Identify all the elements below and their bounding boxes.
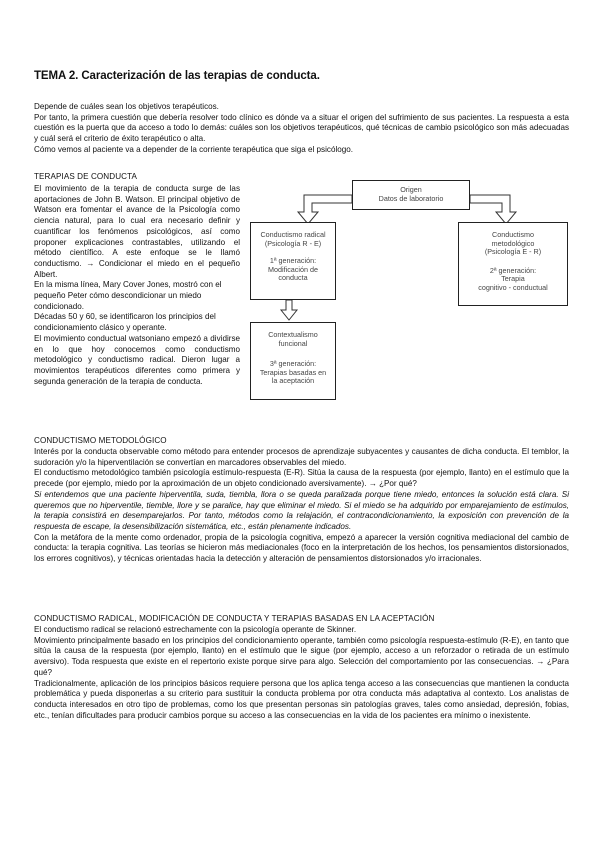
contextualismo-subtitle: funcional bbox=[278, 338, 308, 348]
segunda-gen-label: 2ª generación: bbox=[489, 265, 537, 275]
arrow-left bbox=[298, 195, 352, 224]
radical-text bbox=[34, 625, 569, 721]
paragraph: El conductismo radical se relacionó estrechamente con la psicología operante de Skinner. bbox=[34, 625, 357, 634]
radical-subtitle: (Psicología R - E) bbox=[264, 238, 322, 248]
radical-title: Conductismo radical bbox=[260, 230, 326, 239]
paragraph: Movimiento principalmente basado en los principios del condicionamiento operante, también como psicología respuesta-estímulo (R-E), en tanto que sitúa la causa de la respuesta (por ejemplo, llanto) en el estímulo que le sigue (por ejemplo, acceso a un reforzador o retirada de un estímulo aversivo). Toda respuesta que existe en el repertorio existe porque sirve para algo. Selección del comportamiento por las consecuencias. → ¿Para qué? bbox=[34, 635, 569, 677]
section-heading-radical: CONDUCTISMO RADICAL, MODIFICACIÓN DE CONDUCTA Y TERAPIAS BASADAS EN LA ACEPTACIÓN bbox=[34, 614, 435, 623]
paragraph: El movimiento de la terapia de conducta surge de las aportaciones de John B. Watson. El principal objetivo de Watson era fomentar el avance de la Psicología como ciencia natural, para lo cual era necesario definir y cuantificar los fenómenos psicológicos, así como proponer explicaciones contrastables, utilizando el método científico. A este enfoque se le llamó conductismo. → Condicionar el miedo en el pequeño Albert. bbox=[34, 184, 240, 279]
radical-box bbox=[250, 222, 336, 300]
segunda-gen-line: Terapia bbox=[501, 274, 525, 284]
origen-title: Origen bbox=[400, 185, 422, 194]
primera-gen-line: Modificación de bbox=[268, 264, 318, 274]
intro-line: Depende de cuáles sean los objetivos terapéuticos. bbox=[34, 102, 219, 111]
origen-subtitle: Datos de laboratorio bbox=[378, 193, 444, 203]
section-heading-terapias: TERAPIAS DE CONDUCTA bbox=[34, 172, 138, 181]
segunda-gen-line: cognitivo - conductual bbox=[478, 282, 548, 292]
paragraph: El movimiento conductual watsoniano empezó a dividirse en lo que hoy conocemos como conductismo metodológico y conductismo radical. Dieron lugar a movimientos terapéuticos diferentes como primera y segunda generación de la terapia de conducta. bbox=[34, 333, 240, 386]
tercera-gen-line: la aceptación bbox=[271, 376, 315, 386]
origen-box bbox=[352, 180, 470, 210]
contextualismo-title: Contextualismo bbox=[268, 330, 318, 339]
metodologico-line: metodológico bbox=[491, 238, 535, 248]
contextualismo-box bbox=[250, 322, 336, 400]
arrow-down bbox=[281, 300, 297, 320]
metodologico-text bbox=[34, 447, 569, 565]
intro-line: Por tanto, la primera cuestión que debería resolver todo clínico es dónde va a situar el origen del sufrimiento de sus pacientes. La respuesta a esta cuestión es la puerta que da acceso a todo lo demás: cuáles son los objetivos terapéuticos, qué técnicas de cambio psicológico son más adecuadas y cuál será el criterio de éxito terapéutico o alta. bbox=[34, 112, 569, 144]
paragraph: Interés por la conducta observable como método para entender procesos de aprendizaje subyacentes y causantes de dicha conducta. El temblor, la sudoración y/o la hiperventilación se convertían en marcadores observables del miedo. bbox=[34, 447, 569, 467]
intro-line: Cómo vemos al paciente va a depender de la corriente terapéutica que siga el psicólogo. bbox=[34, 144, 353, 154]
paragraph: En la misma línea, Mary Cover Jones, mostró con el pequeño Peter cómo descondicionar un miedo condicionado. bbox=[34, 280, 222, 311]
paragraph: Décadas 50 y 60, se identificaron los principios del condicionamiento clásico y operante. bbox=[34, 312, 216, 333]
metodologico-title: Conductismo bbox=[492, 230, 534, 239]
paragraph-italic: Si entendemos que una paciente hiperventila, suda, tiembla, llora o se queda paralizada porque tiene miedo, entonces la solución está clara. Si queremos que no hiperventile, tiemble, llore y se paralice, hay que eliminar el miedo. Si el miedo se ha adquirido por emparejamiento de estímulos, la terapia consistirá en desemparejarlos. Por tanto, métodos como la relajación, el contracondicionamiento, la exposición con prevención de la respuesta de escape, la desensibilización sistemática, etc., están plenamente indicados. bbox=[34, 489, 569, 531]
metodologico-box bbox=[458, 222, 568, 306]
section-heading-metodologico: CONDUCTISMO METODOLÓGICO bbox=[34, 436, 167, 445]
paragraph: El conductismo metodológico también psicología estímulo-respuesta (E-R). Sitúa la causa de la respuesta (por ejemplo, llanto) en el estímulo que la precede (por ejemplo, miedo por la aproximación de un objeto condicionado aversivamente). → ¿Por qué? bbox=[34, 468, 569, 489]
paragraph: Con la metáfora de la mente como ordenador, propia de la psicología cognitiva, empezó a aparecer la versión cognitiva mediacional del cambio de conducta: la terapia cognitiva. Las teorías se hicieron más mediacionales (foco en la interpretación de los hechos, los pensamientos distorsionados, los errores cognitivos), y técnicas orientadas hacia la detección y alteración de pensamientos distorsionados y/o irracionales. bbox=[34, 532, 569, 564]
primera-gen-line: conducta bbox=[278, 273, 308, 283]
metodologico-subtitle: (Psicología E - R) bbox=[484, 247, 542, 257]
tercera-gen-label: 3ª generación: bbox=[269, 359, 317, 369]
arrow-right bbox=[470, 195, 516, 224]
paragraph: Tradicionalmente, aplicación de los principios básicos requiere persona que los aplica tenga acceso a las consecuencias que mantienen la conducta problemática y pueda disponerlas a su criterio para sustituir la conducta problema por otra conducta más adaptativa al contexto. Los analistas de conducta interesados en otro tipo de problemas, como los que presentan personas sin patologías graves, tales como ansiedad, depresión, fobias, etc., tenían dificultades para producir cambios porque su acceso a las consecuencias en la vida de los pacientes era mínimo o inexistente. bbox=[34, 678, 569, 720]
page-title: TEMA 2. Caracterización de las terapias de conducta. bbox=[34, 70, 320, 82]
primera-gen-label: 1ª generación: bbox=[269, 256, 317, 266]
tercera-gen-line: Terapias basadas en bbox=[259, 367, 327, 377]
